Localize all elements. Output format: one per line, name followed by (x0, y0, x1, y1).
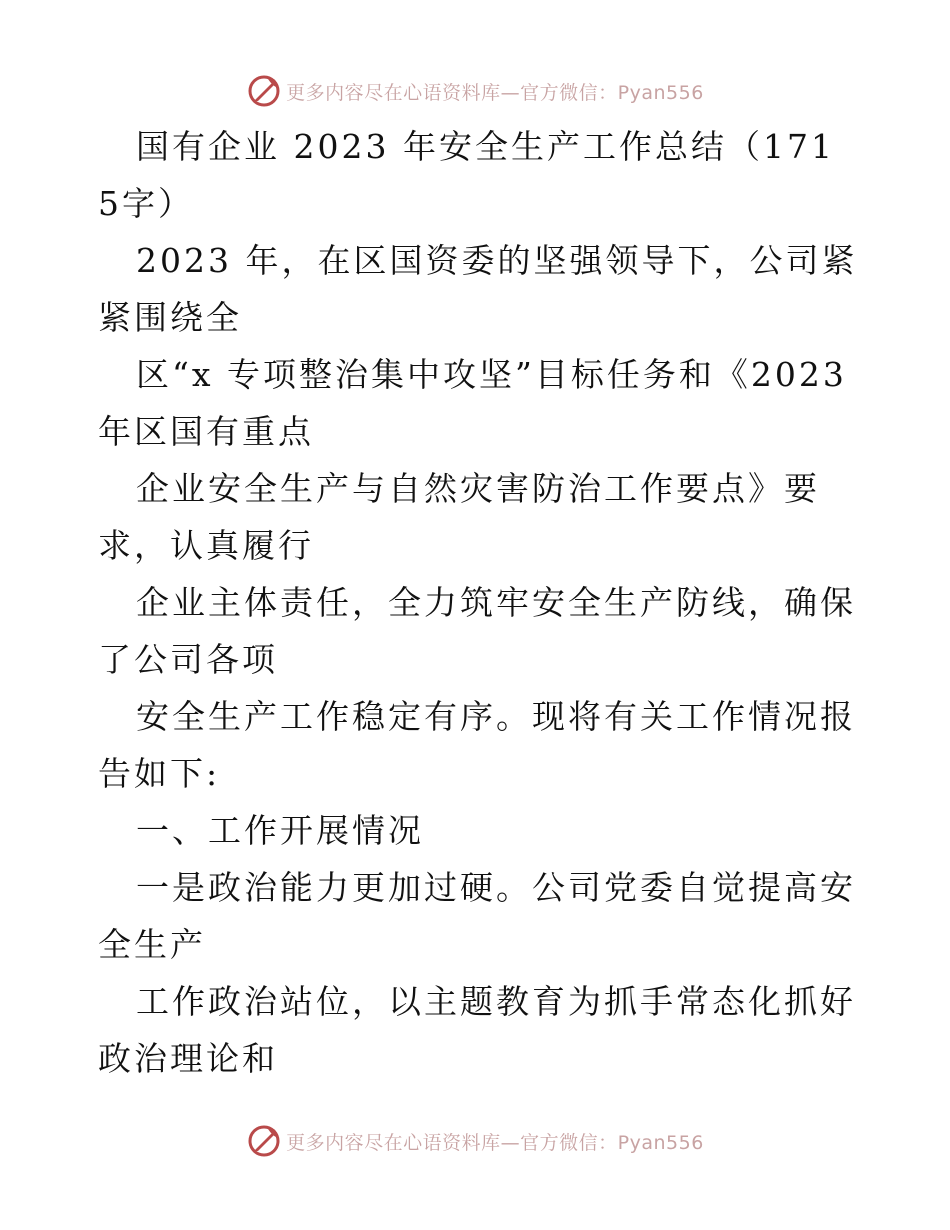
paragraph-5: 安全生产工作稳定有序。现将有关工作情况报告如下: (98, 697, 856, 793)
watermark-text: 更多内容尽在心语资料库—官方微信：Pyan556 (286, 81, 704, 104)
paragraph-1: 2023 年，在区国资委的坚强领导下，公司紧紧围绕全 (98, 241, 858, 337)
paragraph-8: 工作政治站位，以主题教育为抓手常态化抓好政治理论和 (98, 982, 856, 1078)
paragraph-7: 一是政治能力更加过硬。公司党委自觉提高安全生产 (98, 868, 856, 964)
footer-watermark (0, 1121, 950, 1161)
section-heading: 一、工作开展情况 (136, 811, 424, 850)
document-body (98, 118, 858, 1087)
paragraph-2: 区“x 专项整治集中攻坚”目标任务和《2023年区国有重点 (98, 355, 847, 451)
paragraph-4: 企业主体责任，全力筑牢安全生产防线，确保了公司各项 (98, 583, 856, 679)
quill-logo-icon (246, 1123, 282, 1159)
quill-logo-icon (246, 73, 282, 109)
watermark-text: 更多内容尽在心语资料库—官方微信：Pyan556 (286, 1131, 704, 1154)
header-watermark (0, 71, 950, 111)
paragraph-3: 企业安全生产与自然灾害防治工作要点》要求，认真履行 (98, 469, 820, 565)
paragraph-title: 国有企业 2023 年安全生产工作总结（1715字） (98, 127, 835, 223)
